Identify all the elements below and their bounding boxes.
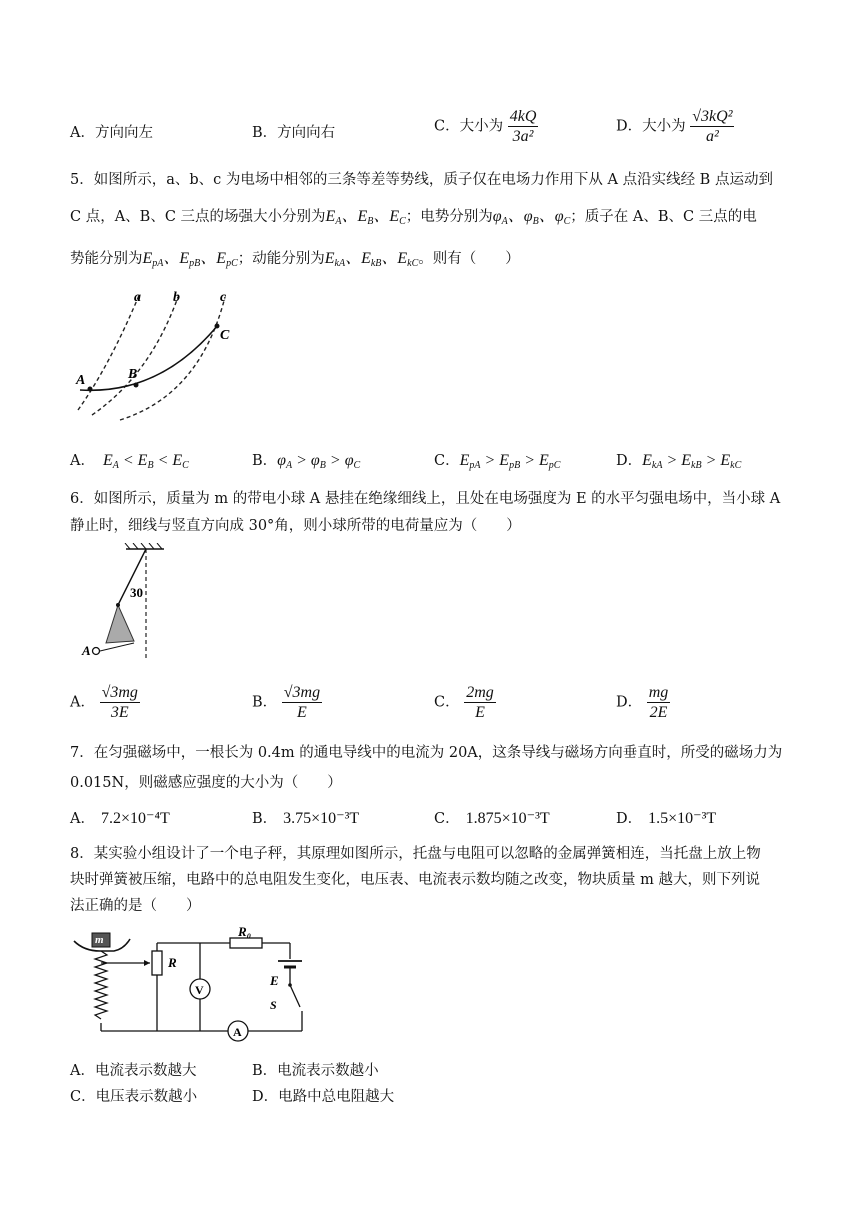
q8-option-c[interactable]: C．电压表示数越小 xyxy=(70,1089,198,1105)
angle-label: 30 xyxy=(130,585,143,600)
q7-option-a[interactable]: A． 7.2×10⁻⁴T xyxy=(70,810,170,827)
q6-option-c[interactable]: C． $\frac{2mg}{E}$ xyxy=(434,684,494,721)
q8-option-a[interactable]: A．电流表示数越大 xyxy=(70,1063,197,1079)
q8-option-d[interactable]: D．电路中总电阻越大 xyxy=(252,1089,395,1105)
q7-option-d[interactable]: D． 1.5×10⁻³T xyxy=(616,810,717,827)
label-A: A xyxy=(76,373,86,388)
resistor-R0-label: R₀ xyxy=(238,925,252,939)
label-a: a xyxy=(134,290,141,305)
q5-figure xyxy=(70,285,250,425)
q8-stem-line1: 8．某实验小组设计了一个电子秤，其原理如图所示，托盘与电阻可以忽略的金属弹簧相连，当托盘上放上物 xyxy=(70,846,761,862)
q5-stem-line3: 势能分别为$E_{pA}$、$E_{pB}$、$E_{pC}$；动能分别为$E_{kA}$、$E_{kB}$、$E_{kC}$。则有（ ） xyxy=(70,250,520,269)
q5-option-a[interactable]: A． $E_A < E_B < E_C$ xyxy=(70,452,189,471)
label-c: c xyxy=(220,290,227,305)
q5-option-b[interactable]: B．$\varphi_A > \varphi_B > \varphi_C$ xyxy=(252,452,361,471)
q8-stem-line3: 法正确的是（ ） xyxy=(70,898,201,914)
mass-label: m xyxy=(95,934,104,946)
q4-option-b[interactable]: B．方向向右 xyxy=(252,125,336,141)
q7-stem-line1: 7．在匀强磁场中，一根长为 0.4m 的通电导线中的电流为 20A，这条导线与磁场方向垂直时，所受的磁场力为 xyxy=(70,745,783,761)
q5-option-c[interactable]: C．$E_{pA} > E_{pB} > E_{pC}$ xyxy=(434,452,561,471)
q5-option-d[interactable]: D．$E_{kA} > E_{kB} > E_{kC}$ xyxy=(616,452,742,471)
battery-E-label: E xyxy=(270,973,279,988)
q5-stem-line1: 5．如图所示，a、b、c 为电场中相邻的三条等差等势线，质子仅在电场力作用下从 A 点沿实线经 B 点运动到 xyxy=(70,172,773,188)
fraction: $\frac{4kQ}{\text{3a²}}$ xyxy=(509,108,537,145)
label-b: b xyxy=(173,290,180,305)
q4-option-d[interactable]: D．大小为 $\frac{\text{√3kQ²}}{\text{a²}}$ xyxy=(616,108,733,145)
q6-option-a[interactable]: A． $\frac{√3mg}{3E}$ xyxy=(70,684,138,721)
q7-option-b[interactable]: B． 3.75×10⁻³T xyxy=(252,810,360,827)
q6-stem-line2: 静止时，细线与竖直方向成 30°角，则小球所带的电荷量应为（ ） xyxy=(70,518,521,534)
q6-figure xyxy=(78,543,168,663)
q8-stem-line2: 块时弹簧被压缩，电路中的总电阻发生变化，电压表、电流表示数均随之改变，物块质量 m 越大，则下列说 xyxy=(70,872,760,888)
switch-S-label: S xyxy=(270,998,277,1012)
q4-option-c[interactable]: C．大小为 $\frac{4kQ}{\text{3a²}}$ xyxy=(434,108,537,145)
q7-stem-line2: 0.015N，则磁感应强度的大小为（ ） xyxy=(70,775,342,791)
fraction: $\frac{\text{√3kQ²}}{\text{a²}}$ xyxy=(692,108,733,145)
q6-stem-line1: 6．如图所示，质量为 m 的带电小球 A 悬挂在绝缘细线上，且处在电场强度为 E 的水平匀强电场中，当小球 A xyxy=(70,491,781,507)
q5-stem-line2: C 点，A、B、C 三点的场强大小分别为$E_A$、$E_B$、$E_C$；电势分别为$\varphi_A$、$\varphi_B$、$\varphi_C$；质子在 A、B、C 三点的电 xyxy=(70,208,757,227)
ammeter-label: A xyxy=(233,1025,242,1039)
q8-option-b[interactable]: B．电流表示数越小 xyxy=(252,1063,379,1079)
q8-circuit-figure xyxy=(70,925,310,1045)
q6-option-b[interactable]: B． $\frac{√3mg}{E}$ xyxy=(252,684,321,721)
q7-option-c[interactable]: C． 1.875×10⁻³T xyxy=(434,810,550,827)
q6-option-d[interactable]: D． $\frac{mg}{2E}$ xyxy=(616,684,669,721)
ball-label: A xyxy=(82,643,91,658)
label-C: C xyxy=(220,328,230,343)
q4-option-a[interactable]: A．方向向左 xyxy=(70,125,153,141)
resistor-R-label: R xyxy=(168,955,177,970)
voltmeter-label: V xyxy=(195,983,204,997)
label-B: B xyxy=(128,367,138,382)
